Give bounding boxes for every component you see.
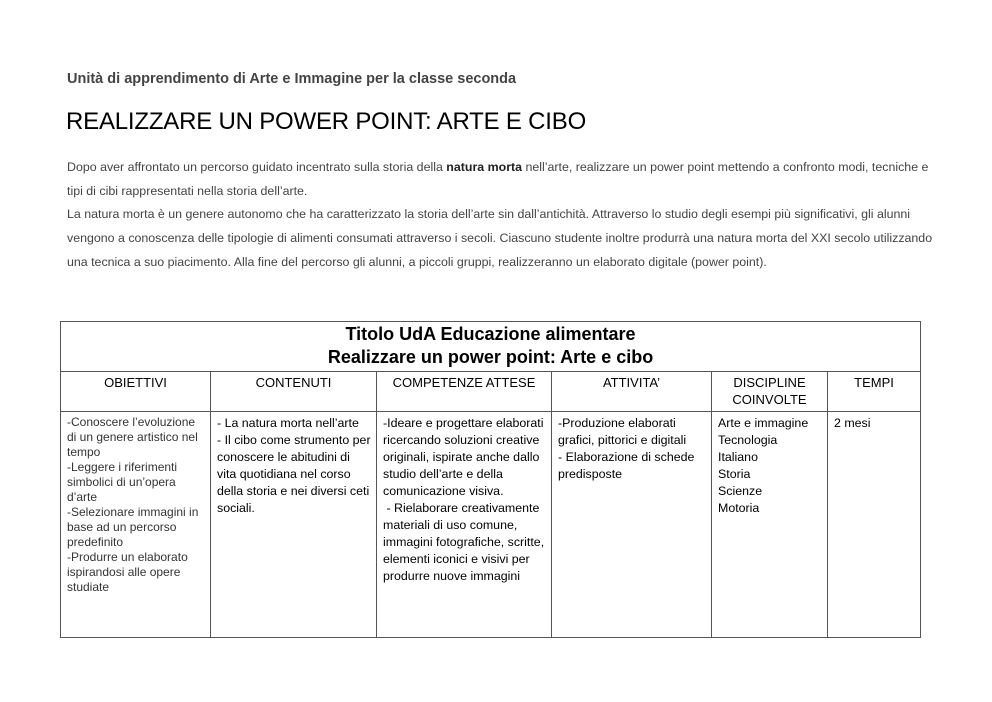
contenuto-item: - La natura morta nell’arte: [217, 416, 359, 430]
disciplina-item: Motoria: [718, 501, 760, 515]
disciplina-item: Scienze: [718, 484, 763, 498]
header-competenze: COMPETENZE ATTESE: [377, 372, 552, 412]
intro-bold-term: natura morta: [446, 160, 523, 174]
cell-contenuti: [211, 412, 377, 638]
competenza-item: -Ideare e progettare elaborati ricercando soluzioni creative originali, ispirate anche dallo studio dell’arte e della comunicazione visiva.: [383, 416, 544, 498]
header-obiettivi: OBIETTIVI: [61, 372, 211, 412]
obiettivo-item: -Selezionare immagini in base ad un percorso predefinito: [67, 505, 199, 549]
intro-text: [67, 156, 937, 275]
disciplina-item: Tecnologia: [718, 433, 778, 447]
table-title-line-2: Realizzare un power point: Arte e cibo: [327, 347, 654, 367]
attivita-item: - Elaborazione di schede predisposte: [558, 450, 695, 481]
header-tempi: TEMPI: [828, 372, 921, 412]
cell-obiettivi: [61, 412, 211, 638]
table-title: [61, 322, 921, 372]
obiettivo-item: -Conoscere l’evoluzione di un genere artistico nel tempo: [67, 415, 198, 459]
header-discipline: DISCIPLINE COINVOLTE: [712, 372, 828, 412]
disciplina-item: Storia: [718, 467, 751, 481]
competenza-item: - Rielaborare creativamente materiali di uso comune, immagini fotografiche, scritte, elementi iconici e visivi per produrre nuove immagini: [383, 501, 548, 583]
cell-tempi: 2 mesi: [828, 412, 921, 638]
header-contenuti: CONTENUTI: [211, 372, 377, 412]
intro-paragraph-2: La natura morta è un genere autonomo che ha caratterizzato la storia dell’arte sin dall’antichità. Attraverso lo studio degli esempi più significativi, gli alunni vengono a conoscenza delle tipologie di alimenti consumati attraverso i secoli. Ciascuno studente inoltre produrrà una natura morta del XXI secolo utilizzando una tecnica a suo piacimento. Alla fine del percorso gli alunni, a piccoli gruppi, realizzeranno un elaborato digitale (power point).: [67, 207, 933, 269]
document-subtitle: Unità di apprendimento di Arte e Immagine per la classe seconda: [67, 71, 517, 87]
disciplina-item: Arte e immagine: [718, 416, 809, 430]
cell-competenze: [377, 412, 552, 638]
uda-table: [60, 321, 921, 638]
header-attivita: ATTIVITA’: [552, 372, 712, 412]
cell-attivita: [552, 412, 712, 638]
obiettivo-item: -Leggere i riferimenti simbolici di un’opera d’arte: [67, 460, 178, 504]
obiettivo-item: -Produrre un elaborato ispirandosi alle opere studiate: [67, 550, 188, 594]
table-title-line-1: Titolo UdA Educazione alimentare: [345, 324, 636, 344]
intro-paragraph-1: Dopo aver affrontato un percorso guidato incentrato sulla storia della natura morta nell’arte, realizzare un power point mettendo a confronto modi, tecniche e tipi di cibi rappresentati nella storia dell’arte.: [67, 160, 929, 198]
document-title: REALIZZARE UN POWER POINT: ARTE E CIBO: [66, 108, 587, 135]
contenuto-item: - Il cibo come strumento per conoscere le abitudini di vita quotidiana nel corso della storia e nei diversi ceti sociali.: [217, 433, 371, 515]
attivita-item: -Produzione elaborati grafici, pittorici e digitali: [558, 416, 687, 447]
cell-discipline: [712, 412, 828, 638]
disciplina-item: Italiano: [718, 450, 758, 464]
